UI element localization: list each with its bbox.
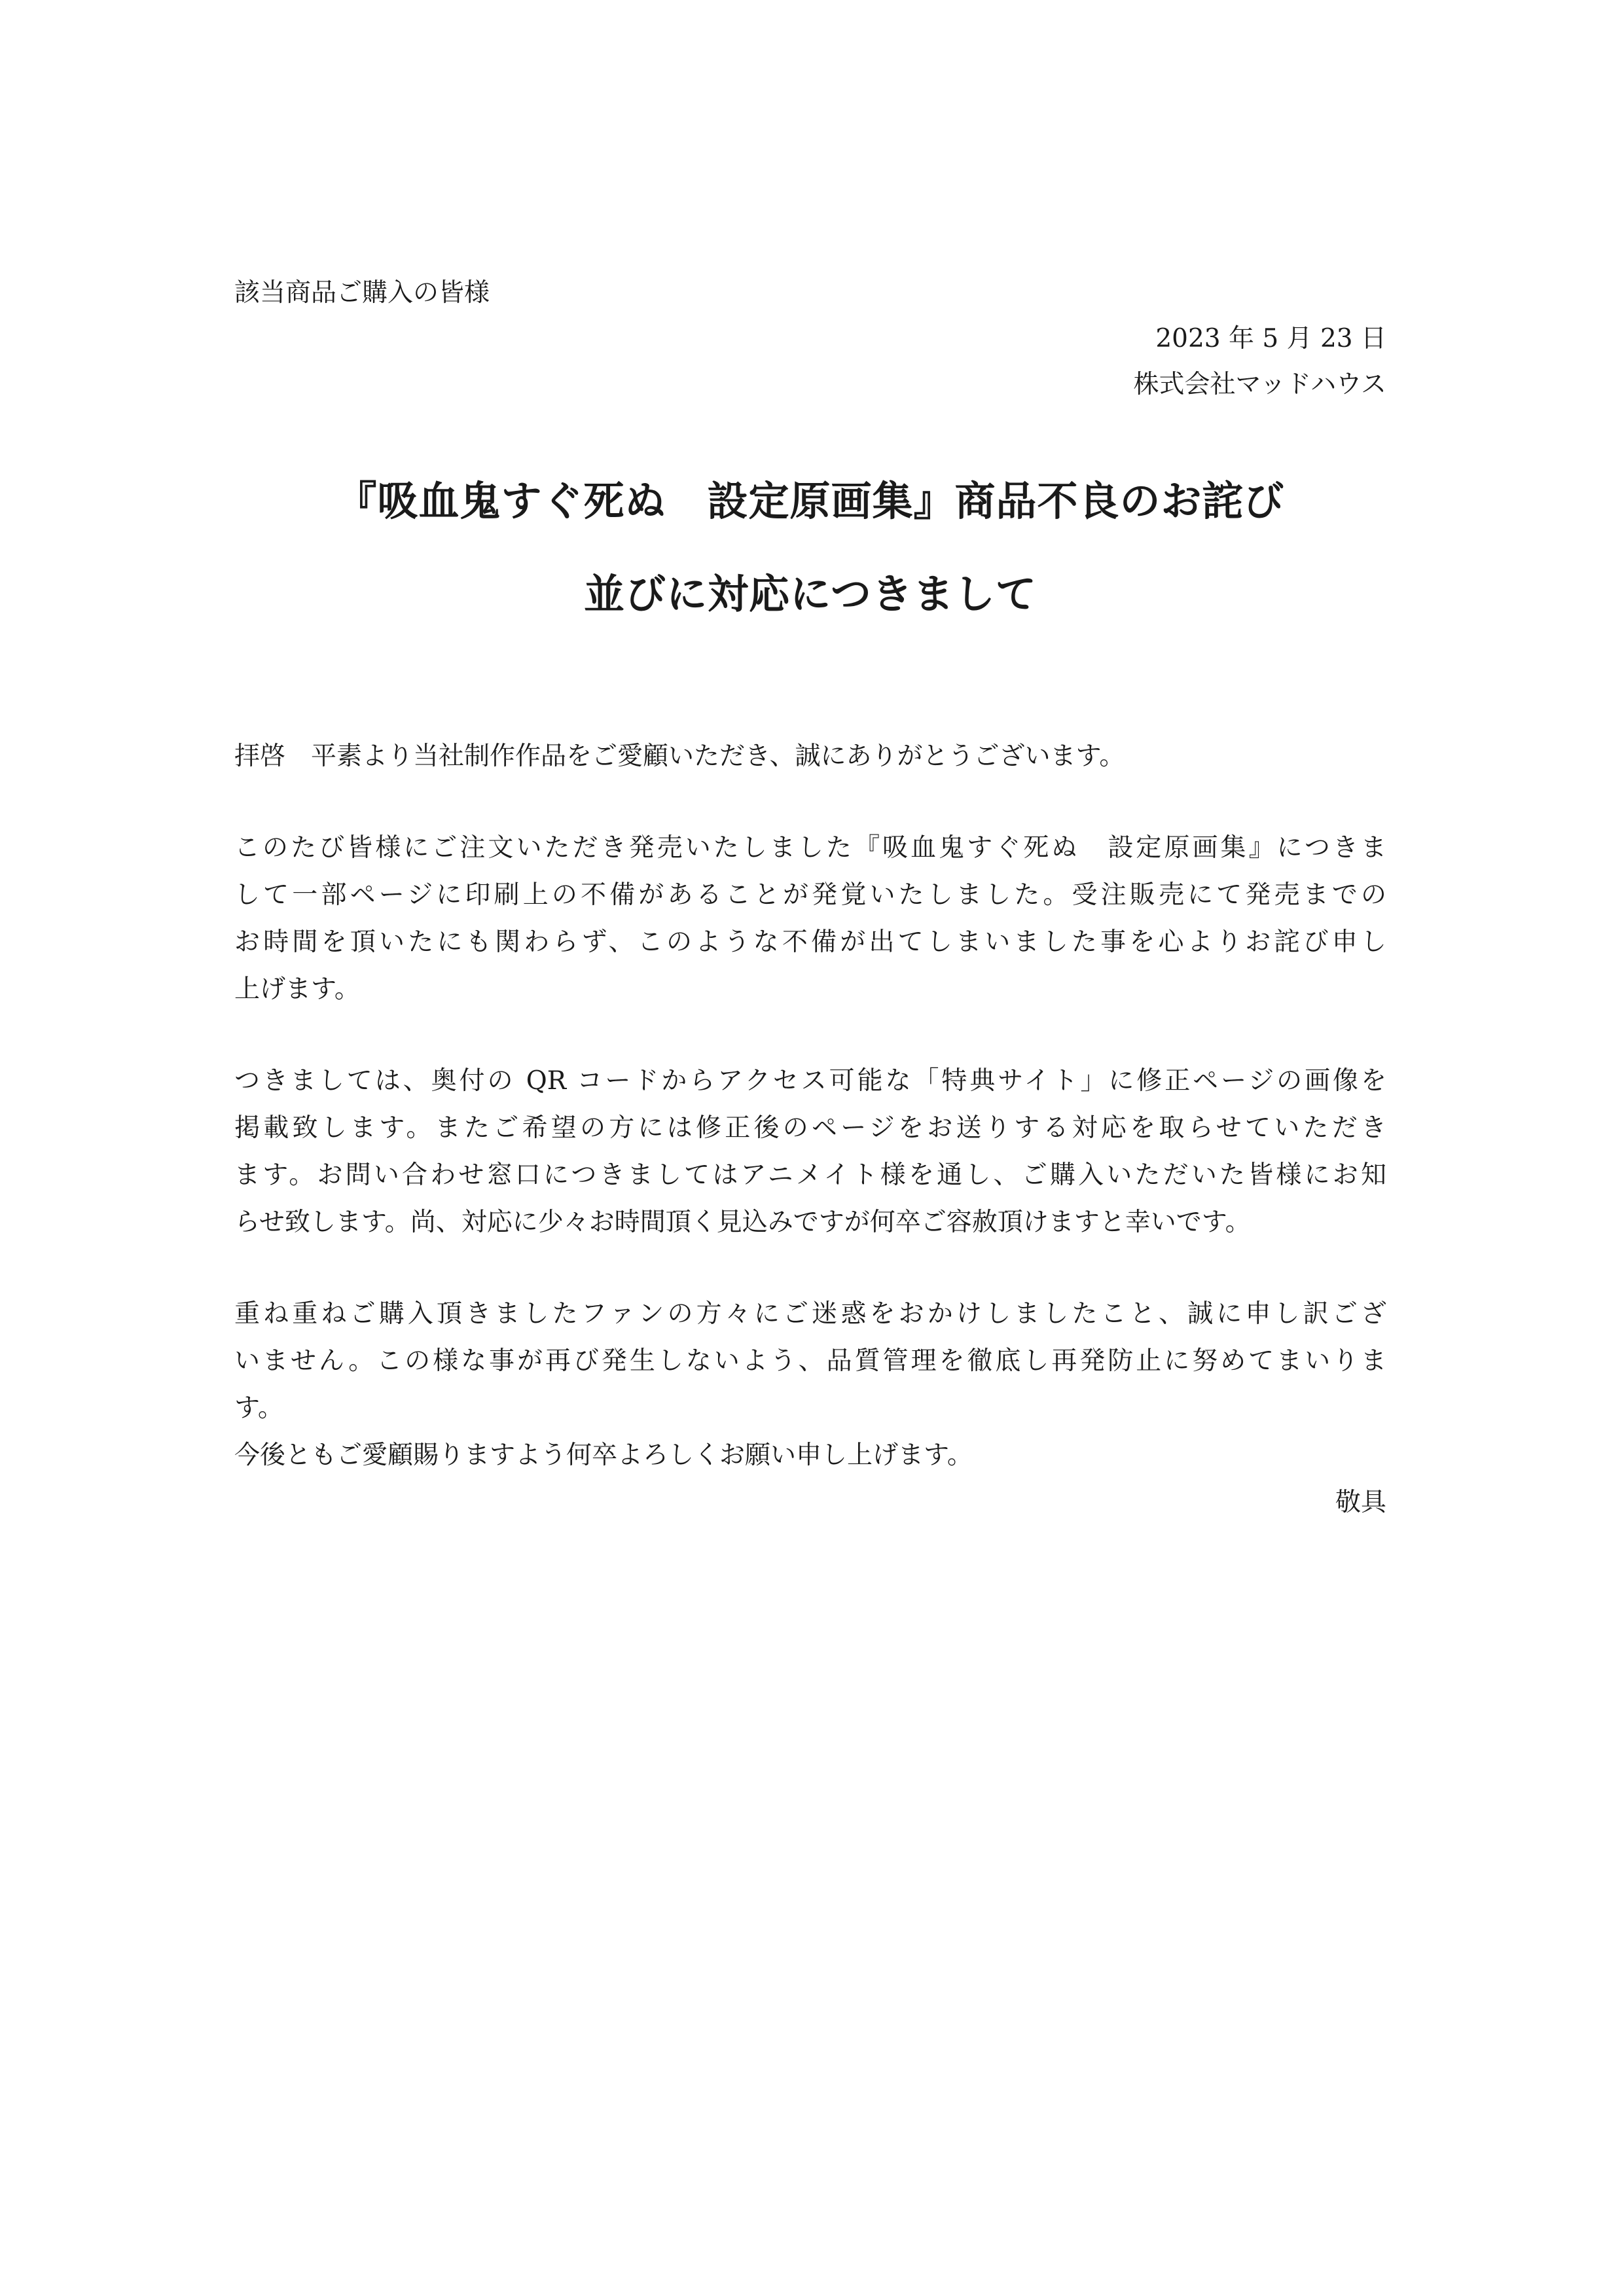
- response-line-1: つきましては、奥付の QR コードからアクセス可能な「特典サイト」に修正ページの画像を: [234, 1066, 1386, 1096]
- apology-line-1: このたび皆様にご注文いただき発売いたしました『吸血鬼すぐ死ぬ 設定原画集』につきま: [234, 833, 1386, 863]
- letter-body: [234, 733, 1386, 1526]
- response-line-2: 掲載致します。またご希望の方には修正後のページをお送りする対応を取らせていただき: [234, 1113, 1386, 1143]
- greeting-paragraph: [234, 733, 1386, 780]
- response-line-4: らせ致します。尚、対応に少々お時間頂く見込みですが何卒ご容赦頂けますと幸いです。: [234, 1208, 1251, 1237]
- greeting-line: 拝啓 平素より当社制作作品をご愛顧いただき、誠にありがとうございます。: [234, 742, 1125, 771]
- title-line-1: 『吸血鬼すぐ死ぬ 設定原画集』商品不良のお詫び: [336, 477, 1285, 525]
- company-name: 株式会社マッドハウス: [1133, 370, 1386, 399]
- apology-line-3: お時間を頂いたにも関わらず、このような不備が出てしまいました事を心よりお詫び申し: [234, 927, 1386, 957]
- addressee: 該当商品ご購入の皆様: [234, 278, 490, 308]
- apology-paragraph: [234, 825, 1386, 1013]
- letter-title: [234, 475, 1386, 620]
- closing-line-3: す。: [234, 1393, 283, 1423]
- closing-request-line: 今後ともご愛顧賜りますよう何卒よろしくお願い申し上げます。: [234, 1441, 973, 1470]
- response-line-3: ます。お問い合わせ窓口につきましてはアニメイト様を通し、ご購入いただいた皆様にお知: [234, 1160, 1386, 1190]
- apology-line-4: 上げます。: [234, 975, 360, 1004]
- letter-date: 2023 年 5 月 23 日: [1155, 324, 1386, 353]
- letter-content: [234, 275, 1386, 1526]
- closing-paragraph: [234, 1291, 1386, 1479]
- title-line-2: 並びに対応につきまして: [584, 570, 1037, 618]
- closing-line-1: 重ね重ねご購入頂きましたファンの方々にご迷惑をおかけしましたこと、誠に申し訳ござ: [234, 1299, 1386, 1329]
- response-paragraph: [234, 1058, 1386, 1246]
- sign-off: 敬具: [1335, 1488, 1386, 1517]
- closing-line-2: いません。この様な事が再び発生しないよう、品質管理を徹底し再発防止に努めてまいりま: [234, 1346, 1386, 1376]
- apology-line-2: して一部ページに印刷上の不備があることが発覚いたしました。受注販売にて発売までの: [234, 880, 1386, 910]
